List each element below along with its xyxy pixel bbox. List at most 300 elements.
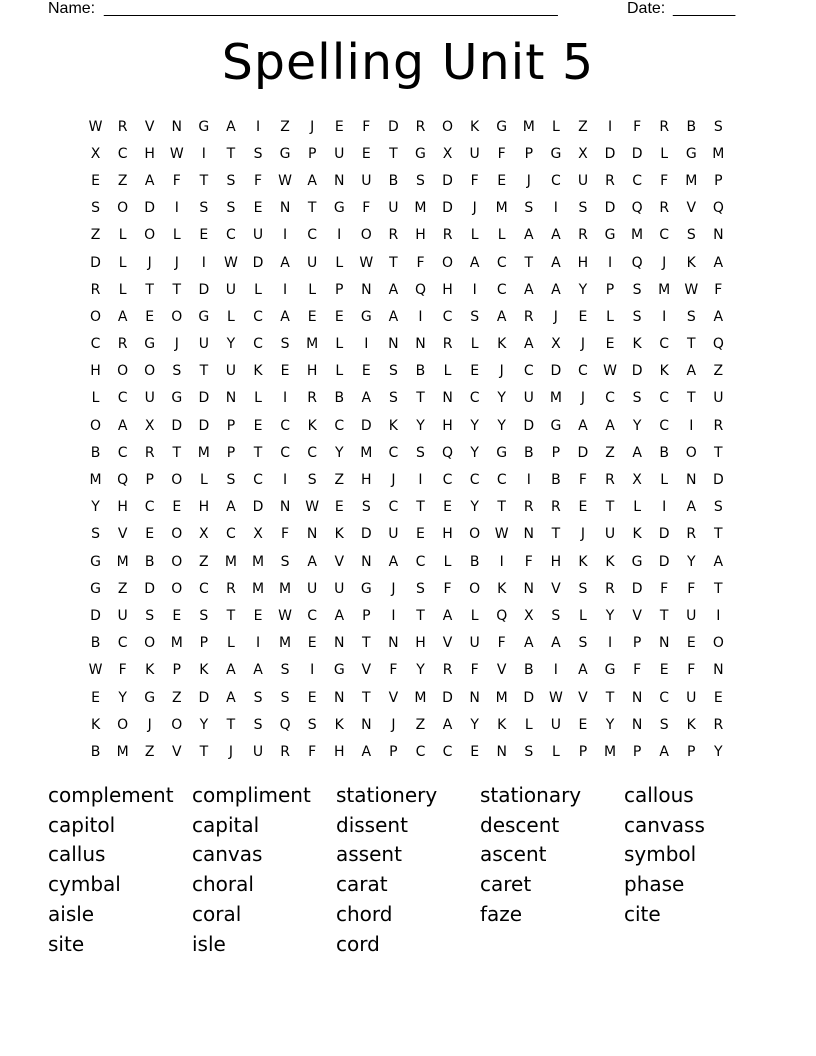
grid-letter[interactable]: E xyxy=(578,308,588,325)
grid-letter[interactable]: E xyxy=(443,499,452,516)
grid-letter[interactable]: M xyxy=(116,743,129,760)
grid-letter[interactable]: L xyxy=(227,308,235,325)
grid-letter[interactable]: M xyxy=(603,743,617,760)
grid-letter[interactable]: K xyxy=(388,417,398,434)
grid-letter[interactable]: C xyxy=(659,227,670,244)
grid-letter[interactable]: J xyxy=(580,390,586,407)
grid-letter[interactable]: H xyxy=(198,499,210,516)
grid-letter[interactable]: O xyxy=(171,716,183,733)
grid-letter[interactable]: E xyxy=(91,689,100,706)
grid-letter[interactable]: A xyxy=(442,607,453,624)
grid-letter[interactable]: T xyxy=(524,254,534,271)
grid-letter[interactable]: A xyxy=(307,172,317,189)
grid-letter[interactable]: U xyxy=(713,390,724,407)
grid-letter[interactable]: I xyxy=(526,472,531,489)
grid-letter[interactable]: T xyxy=(389,145,398,162)
grid-letter[interactable]: J xyxy=(174,336,179,353)
grid-letter[interactable]: Z xyxy=(334,472,345,489)
grid-letter[interactable]: P xyxy=(687,743,696,760)
grid-letter[interactable]: G xyxy=(144,336,156,353)
grid-letter[interactable]: T xyxy=(253,444,263,461)
grid-letter[interactable]: G xyxy=(171,390,183,407)
grid-letter[interactable]: R xyxy=(659,200,670,217)
grid-letter[interactable]: T xyxy=(199,363,209,380)
grid-letter[interactable]: F xyxy=(362,200,371,217)
grid-letter[interactable]: C xyxy=(253,336,263,353)
grid-letter[interactable]: W xyxy=(278,172,292,189)
grid-letter[interactable]: B xyxy=(144,553,155,570)
grid-letter[interactable]: D xyxy=(442,689,453,706)
grid-letter[interactable]: A xyxy=(334,607,345,624)
grid-letter[interactable]: T xyxy=(551,526,561,543)
grid-letter[interactable]: F xyxy=(308,743,317,760)
grid-letter[interactable]: Z xyxy=(171,689,182,706)
grid-letter[interactable]: S xyxy=(280,689,290,706)
grid-letter[interactable]: T xyxy=(145,281,154,298)
grid-letter[interactable]: X xyxy=(551,336,561,353)
grid-letter[interactable]: Y xyxy=(199,716,209,733)
grid-letter[interactable]: H xyxy=(577,254,589,271)
grid-letter[interactable]: L xyxy=(172,227,181,244)
grid-letter[interactable]: N xyxy=(631,689,643,706)
grid-letter[interactable]: R xyxy=(605,172,615,189)
grid-letter[interactable]: G xyxy=(415,145,426,162)
grid-letter[interactable]: T xyxy=(362,635,371,652)
grid-letter[interactable]: R xyxy=(713,417,724,434)
grid-letter[interactable]: O xyxy=(171,308,183,325)
grid-letter[interactable]: A xyxy=(632,444,642,461)
grid-letter[interactable]: A xyxy=(659,743,669,760)
grid-letter[interactable]: A xyxy=(524,281,534,298)
grid-letter[interactable]: N xyxy=(442,390,453,407)
grid-letter[interactable]: G xyxy=(144,689,156,706)
grid-letter[interactable]: Q xyxy=(496,607,508,624)
grid-letter[interactable]: S xyxy=(686,308,696,325)
grid-letter[interactable]: W xyxy=(224,254,238,271)
grid-letter[interactable]: G xyxy=(604,227,616,244)
grid-letter[interactable]: S xyxy=(416,580,425,597)
grid-letter[interactable]: U xyxy=(388,526,399,543)
grid-letter[interactable]: D xyxy=(198,417,210,434)
grid-letter[interactable]: S xyxy=(145,607,155,624)
grid-letter[interactable]: M xyxy=(522,118,535,135)
grid-letter[interactable]: O xyxy=(442,118,454,135)
grid-letter[interactable]: M xyxy=(631,227,644,244)
grid-letter[interactable]: R xyxy=(388,227,399,244)
grid-letter[interactable]: H xyxy=(442,526,453,543)
grid-letter[interactable]: H xyxy=(90,363,101,380)
grid-letter[interactable]: O xyxy=(117,200,129,217)
grid-letter[interactable]: D xyxy=(631,580,643,597)
grid-letter[interactable]: V xyxy=(496,662,507,679)
grid-letter[interactable]: S xyxy=(226,200,236,217)
grid-letter[interactable]: B xyxy=(523,444,534,461)
grid-letter[interactable]: N xyxy=(388,635,399,652)
grid-letter[interactable]: D xyxy=(198,390,210,407)
grid-letter[interactable]: R xyxy=(551,499,561,516)
grid-letter[interactable]: O xyxy=(469,526,481,543)
grid-letter[interactable]: R xyxy=(713,716,724,733)
grid-letter[interactable]: I xyxy=(553,200,558,217)
grid-letter[interactable]: C xyxy=(334,417,345,434)
grid-letter[interactable]: C xyxy=(226,526,236,543)
grid-letter[interactable]: Q xyxy=(279,716,291,733)
grid-letter[interactable]: O xyxy=(117,363,129,380)
grid-letter[interactable]: N xyxy=(279,499,291,516)
grid-letter[interactable]: A xyxy=(469,254,480,271)
grid-letter[interactable]: U xyxy=(198,336,209,353)
grid-letter[interactable]: C xyxy=(632,172,642,189)
grid-letter[interactable]: C xyxy=(442,743,453,760)
name-blank-line[interactable]: ___________________________________________________ xyxy=(104,0,558,17)
grid-letter[interactable]: M xyxy=(658,281,671,298)
grid-letter[interactable]: U xyxy=(361,172,372,189)
grid-letter[interactable]: A xyxy=(307,553,317,570)
grid-letter[interactable]: T xyxy=(416,390,425,407)
grid-letter[interactable]: Z xyxy=(605,444,615,461)
grid-letter[interactable]: N xyxy=(361,553,372,570)
grid-letter[interactable]: J xyxy=(174,254,179,271)
grid-letter[interactable]: M xyxy=(170,635,183,652)
grid-letter[interactable]: U xyxy=(225,363,237,380)
grid-letter[interactable]: J xyxy=(391,472,396,489)
grid-letter[interactable]: K xyxy=(253,363,263,380)
grid-letter[interactable]: C xyxy=(496,281,507,298)
grid-letter[interactable]: D xyxy=(360,526,372,543)
grid-letter[interactable]: X xyxy=(253,526,263,543)
grid-letter[interactable]: A xyxy=(713,553,724,570)
grid-letter[interactable]: O xyxy=(144,227,156,244)
grid-letter[interactable]: W xyxy=(548,689,563,706)
grid-letter[interactable]: N xyxy=(388,336,399,353)
grid-letter[interactable]: Z xyxy=(117,580,128,597)
grid-letter[interactable]: R xyxy=(280,743,290,760)
grid-letter[interactable]: C xyxy=(659,336,670,353)
grid-letter[interactable]: T xyxy=(605,499,615,516)
grid-letter[interactable]: C xyxy=(469,390,480,407)
grid-letter[interactable]: Z xyxy=(144,743,155,760)
grid-letter[interactable]: J xyxy=(147,254,152,271)
grid-letter[interactable]: C xyxy=(307,444,318,461)
grid-letter[interactable]: S xyxy=(280,553,290,570)
grid-letter[interactable]: W xyxy=(359,254,374,271)
grid-letter[interactable]: Y xyxy=(416,662,425,679)
grid-letter[interactable]: E xyxy=(686,635,696,652)
grid-letter[interactable]: C xyxy=(659,417,670,434)
grid-letter[interactable]: C xyxy=(117,635,128,652)
grid-letter[interactable]: D xyxy=(252,254,264,271)
grid-letter[interactable]: U xyxy=(388,200,399,217)
grid-letter[interactable]: Z xyxy=(199,553,209,570)
grid-letter[interactable]: N xyxy=(279,200,291,217)
grid-letter[interactable]: R xyxy=(686,526,697,543)
grid-letter[interactable]: C xyxy=(198,580,209,597)
grid-letter[interactable]: I xyxy=(662,499,667,516)
grid-letter[interactable]: U xyxy=(550,716,561,733)
grid-letter[interactable]: T xyxy=(659,607,669,624)
grid-letter[interactable]: M xyxy=(197,444,210,461)
grid-letter[interactable]: H xyxy=(442,281,453,298)
grid-letter[interactable]: E xyxy=(334,118,344,135)
grid-letter[interactable]: A xyxy=(551,281,561,298)
grid-letter[interactable]: F xyxy=(172,172,181,189)
grid-letter[interactable]: E xyxy=(334,499,344,516)
grid-letter[interactable]: R xyxy=(442,662,453,679)
grid-letter[interactable]: Q xyxy=(631,254,643,271)
grid-letter[interactable]: X xyxy=(199,526,209,543)
grid-letter[interactable]: G xyxy=(496,118,508,135)
grid-letter[interactable]: T xyxy=(686,336,696,353)
grid-letter[interactable]: Y xyxy=(91,499,100,516)
grid-letter[interactable]: G xyxy=(604,662,616,679)
grid-letter[interactable]: P xyxy=(362,607,371,624)
grid-letter[interactable]: E xyxy=(307,635,317,652)
grid-letter[interactable]: U xyxy=(307,580,318,597)
grid-letter[interactable]: D xyxy=(90,254,101,271)
grid-letter[interactable]: P xyxy=(578,743,588,760)
grid-letter[interactable]: C xyxy=(144,499,155,516)
grid-letter[interactable]: C xyxy=(117,390,128,407)
grid-letter[interactable]: O xyxy=(442,254,454,271)
grid-letter[interactable]: C xyxy=(117,444,128,461)
grid-letter[interactable]: C xyxy=(253,472,263,489)
grid-letter[interactable]: C xyxy=(578,363,588,380)
grid-letter[interactable]: M xyxy=(279,635,292,652)
grid-letter[interactable]: S xyxy=(199,200,209,217)
grid-letter[interactable]: C xyxy=(550,172,561,189)
grid-letter[interactable]: A xyxy=(226,118,236,135)
grid-letter[interactable]: H xyxy=(550,553,562,570)
grid-letter[interactable]: I xyxy=(472,281,477,298)
grid-letter[interactable]: C xyxy=(523,363,534,380)
grid-letter[interactable]: C xyxy=(307,227,318,244)
grid-letter[interactable]: I xyxy=(283,281,288,298)
grid-letter[interactable]: Y xyxy=(686,553,696,570)
grid-letter[interactable]: L xyxy=(199,472,208,489)
grid-letter[interactable]: F xyxy=(118,662,127,679)
grid-letter[interactable]: B xyxy=(90,444,101,461)
grid-letter[interactable]: P xyxy=(389,743,398,760)
grid-letter[interactable]: A xyxy=(524,635,534,652)
grid-letter[interactable]: R xyxy=(117,336,128,353)
grid-letter[interactable]: W xyxy=(88,662,103,679)
grid-letter[interactable]: X xyxy=(578,145,588,162)
grid-letter[interactable]: Z xyxy=(713,363,724,380)
grid-letter[interactable]: D xyxy=(550,363,562,380)
grid-letter[interactable]: F xyxy=(660,172,669,189)
grid-letter[interactable]: E xyxy=(470,743,480,760)
grid-letter[interactable]: S xyxy=(307,472,317,489)
grid-letter[interactable]: Y xyxy=(470,716,479,733)
grid-letter[interactable]: O xyxy=(171,580,183,597)
grid-letter[interactable]: U xyxy=(469,145,480,162)
grid-letter[interactable]: I xyxy=(201,254,206,271)
grid-letter[interactable]: E xyxy=(578,716,588,733)
grid-letter[interactable]: L xyxy=(660,472,669,489)
grid-letter[interactable]: J xyxy=(391,716,396,733)
grid-letter[interactable]: P xyxy=(226,417,236,434)
grid-letter[interactable]: O xyxy=(360,227,372,244)
grid-letter[interactable]: S xyxy=(578,580,588,597)
grid-letter[interactable]: O xyxy=(712,635,724,652)
grid-letter[interactable]: L xyxy=(497,227,506,244)
grid-letter[interactable]: A xyxy=(226,662,236,679)
grid-letter[interactable]: W xyxy=(603,363,617,380)
grid-letter[interactable]: P xyxy=(632,635,642,652)
grid-letter[interactable]: M xyxy=(360,444,373,461)
grid-letter[interactable]: Q xyxy=(117,472,129,489)
grid-letter[interactable]: I xyxy=(337,227,342,244)
grid-letter[interactable]: A xyxy=(524,227,534,244)
grid-letter[interactable]: K xyxy=(334,526,344,543)
grid-letter[interactable]: A xyxy=(605,417,615,434)
grid-letter[interactable]: K xyxy=(686,254,696,271)
grid-letter[interactable]: I xyxy=(283,472,288,489)
grid-letter[interactable]: I xyxy=(364,336,369,353)
grid-letter[interactable]: S xyxy=(307,716,317,733)
grid-letter[interactable]: A xyxy=(117,308,128,325)
grid-letter[interactable]: U xyxy=(334,145,345,162)
grid-letter[interactable]: O xyxy=(171,553,183,570)
grid-letter[interactable]: L xyxy=(606,308,614,325)
grid-letter[interactable]: E xyxy=(659,662,669,679)
grid-letter[interactable]: E xyxy=(145,308,155,325)
grid-letter[interactable]: C xyxy=(117,145,128,162)
grid-letter[interactable]: D xyxy=(144,200,156,217)
grid-letter[interactable]: F xyxy=(633,662,642,679)
grid-letter[interactable]: V xyxy=(144,118,155,135)
grid-letter[interactable]: M xyxy=(251,580,265,597)
grid-letter[interactable]: K xyxy=(605,553,615,570)
grid-letter[interactable]: E xyxy=(713,689,723,706)
grid-letter[interactable]: G xyxy=(333,200,345,217)
grid-letter[interactable]: L xyxy=(335,254,344,271)
grid-letter[interactable]: B xyxy=(90,743,101,760)
grid-letter[interactable]: L xyxy=(633,499,641,516)
grid-letter[interactable]: N xyxy=(713,662,724,679)
grid-letter[interactable]: K xyxy=(659,363,669,380)
grid-letter[interactable]: A xyxy=(524,336,534,353)
grid-letter[interactable]: A xyxy=(713,254,724,271)
grid-letter[interactable]: F xyxy=(687,580,696,597)
grid-letter[interactable]: D xyxy=(252,499,264,516)
grid-letter[interactable]: I xyxy=(418,472,423,489)
grid-letter[interactable]: C xyxy=(496,472,507,489)
grid-letter[interactable]: G xyxy=(631,553,643,570)
grid-letter[interactable]: I xyxy=(255,635,261,652)
grid-letter[interactable]: I xyxy=(607,254,613,271)
grid-letter[interactable]: N xyxy=(658,635,670,652)
grid-letter[interactable]: R xyxy=(659,118,670,135)
grid-letter[interactable]: L xyxy=(335,336,344,353)
grid-letter[interactable]: B xyxy=(334,390,345,407)
grid-letter[interactable]: T xyxy=(307,200,317,217)
grid-letter[interactable]: T xyxy=(714,580,723,597)
grid-letter[interactable]: F xyxy=(633,118,642,135)
grid-letter[interactable]: P xyxy=(524,145,534,162)
grid-letter[interactable]: S xyxy=(91,526,100,543)
grid-letter[interactable]: M xyxy=(414,200,427,217)
grid-letter[interactable]: S xyxy=(632,281,642,298)
grid-letter[interactable]: S xyxy=(388,363,398,380)
grid-letter[interactable]: T xyxy=(172,444,182,461)
grid-letter[interactable]: Y xyxy=(416,417,425,434)
grid-letter[interactable]: T xyxy=(714,444,723,461)
grid-letter[interactable]: M xyxy=(495,200,508,217)
grid-letter[interactable]: V xyxy=(334,553,345,570)
grid-letter[interactable]: T xyxy=(686,390,696,407)
grid-letter[interactable]: V xyxy=(578,689,588,706)
grid-letter[interactable]: A xyxy=(361,390,372,407)
grid-letter[interactable]: G xyxy=(198,118,210,135)
grid-letter[interactable]: P xyxy=(335,281,344,298)
grid-letter[interactable]: E xyxy=(307,308,317,325)
grid-letter[interactable]: P xyxy=(714,172,723,189)
grid-letter[interactable]: F xyxy=(660,580,669,597)
grid-letter[interactable]: N xyxy=(523,526,535,543)
grid-letter[interactable]: K xyxy=(632,526,642,543)
grid-letter[interactable]: I xyxy=(283,227,288,244)
grid-letter[interactable]: N xyxy=(334,689,345,706)
grid-letter[interactable]: W xyxy=(278,607,292,624)
grid-letter[interactable]: N xyxy=(306,526,318,543)
grid-letter[interactable]: H xyxy=(117,499,128,516)
grid-letter[interactable]: F xyxy=(389,662,398,679)
grid-letter[interactable]: M xyxy=(414,689,427,706)
grid-letter[interactable]: Q xyxy=(414,281,426,298)
grid-letter[interactable]: K xyxy=(497,580,507,597)
grid-letter[interactable]: C xyxy=(605,390,615,407)
grid-letter[interactable]: G xyxy=(685,145,697,162)
grid-letter[interactable]: H xyxy=(333,743,345,760)
grid-letter[interactable]: F xyxy=(443,580,452,597)
grid-letter[interactable]: P xyxy=(199,635,209,652)
grid-letter[interactable]: U xyxy=(686,607,697,624)
grid-letter[interactable]: O xyxy=(469,580,481,597)
grid-letter[interactable]: O xyxy=(144,635,156,652)
grid-letter[interactable]: J xyxy=(580,526,586,543)
grid-letter[interactable]: F xyxy=(524,553,533,570)
grid-letter[interactable]: F xyxy=(362,118,371,135)
grid-letter[interactable]: C xyxy=(496,254,507,271)
grid-letter[interactable]: Q xyxy=(631,200,643,217)
grid-letter[interactable]: I xyxy=(283,390,288,407)
grid-letter[interactable]: V xyxy=(117,526,128,543)
grid-letter[interactable]: A xyxy=(280,254,290,271)
grid-letter[interactable]: A xyxy=(280,308,290,325)
grid-letter[interactable]: M xyxy=(306,336,319,353)
grid-letter[interactable]: A xyxy=(686,499,697,516)
grid-letter[interactable]: Z xyxy=(117,172,128,189)
grid-letter[interactable]: E xyxy=(605,336,615,353)
grid-letter[interactable]: N xyxy=(361,281,372,298)
grid-letter[interactable]: E xyxy=(253,417,263,434)
grid-letter[interactable]: Y xyxy=(497,390,506,407)
grid-letter[interactable]: W xyxy=(88,118,103,135)
grid-letter[interactable]: B xyxy=(469,553,480,570)
grid-letter[interactable]: A xyxy=(253,662,263,679)
grid-letter[interactable]: R xyxy=(144,444,155,461)
grid-letter[interactable]: S xyxy=(253,716,263,733)
grid-letter[interactable]: B xyxy=(90,635,101,652)
grid-letter[interactable]: M xyxy=(116,553,129,570)
grid-letter[interactable]: L xyxy=(254,390,262,407)
grid-letter[interactable]: S xyxy=(578,635,588,652)
grid-letter[interactable]: C xyxy=(253,308,263,325)
grid-letter[interactable]: N xyxy=(225,390,237,407)
grid-letter[interactable]: G xyxy=(360,580,372,597)
grid-letter[interactable]: U xyxy=(252,743,264,760)
